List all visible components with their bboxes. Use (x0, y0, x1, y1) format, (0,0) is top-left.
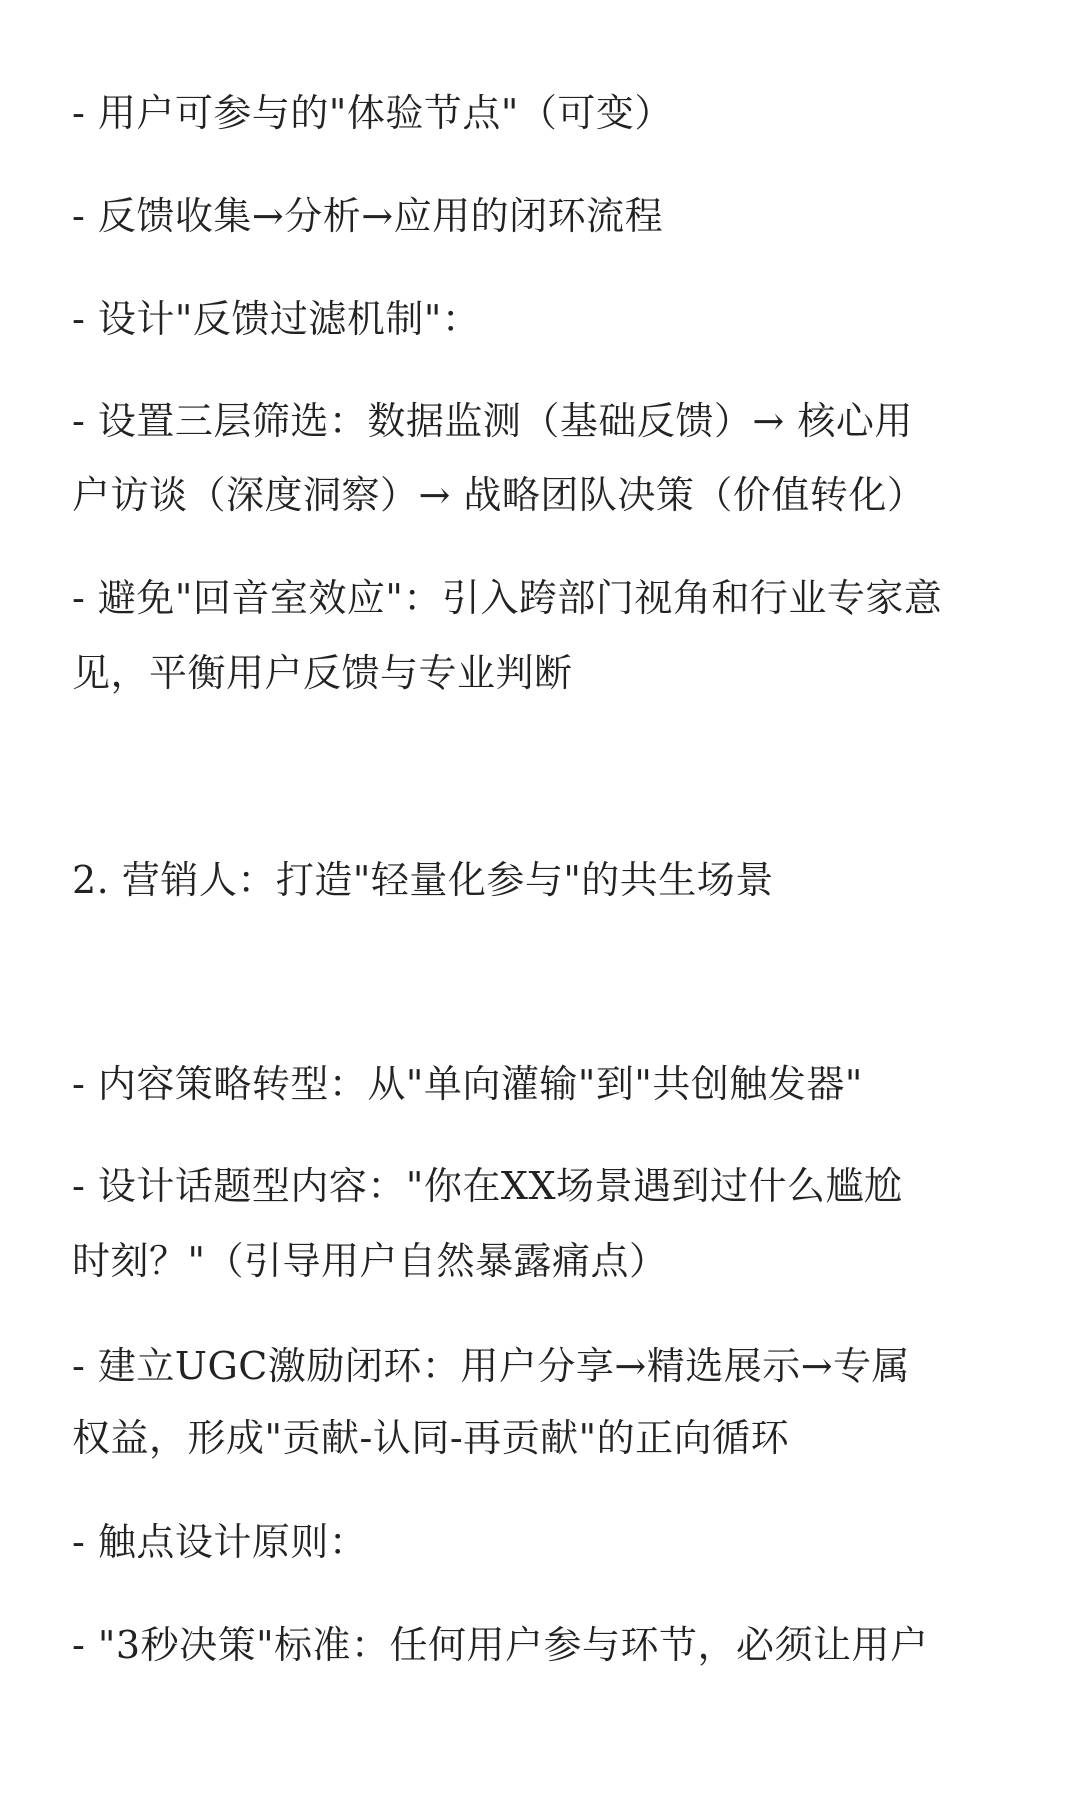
text-line: 户访谈（深度洞察）→ 战略团队决策（价值转化） (72, 473, 926, 517)
text-line: - 设计话题型内容："你在XX场景遇到过什么尴尬 (72, 1164, 903, 1208)
text-line: - 内容策略转型：从"单向灌输"到"共创触发器" (72, 1062, 863, 1106)
text-line: - 反馈收集→分析→应用的闭环流程 (72, 194, 664, 238)
text-line: - "3秒决策"标准：任何用户参与环节，必须让用户 (72, 1623, 929, 1667)
text-line: 见，平衡用户反馈与专业判断 (72, 651, 573, 695)
text-line: - 触点设计原则： (72, 1520, 368, 1564)
text-line: 权益，形成"贡献-认同-再贡献"的正向循环 (72, 1416, 790, 1460)
text-line: - 设置三层筛选：数据监测（基础反馈）→ 核心用 (72, 399, 913, 443)
text-line: - 设计"反馈过滤机制"： (72, 297, 481, 341)
section-heading: 2. 营销人：打造"轻量化参与"的共生场景 (72, 858, 774, 902)
text-line: - 用户可参与的"体验节点"（可变） (72, 91, 673, 135)
text-line: 时刻？"（引导用户自然暴露痛点） (72, 1239, 668, 1283)
text-line: - 避免"回音室效应"：引入跨部门视角和行业专家意 (72, 576, 943, 620)
text-line: - 建立UGC激励闭环：用户分享→精选展示→专属 (72, 1344, 911, 1388)
